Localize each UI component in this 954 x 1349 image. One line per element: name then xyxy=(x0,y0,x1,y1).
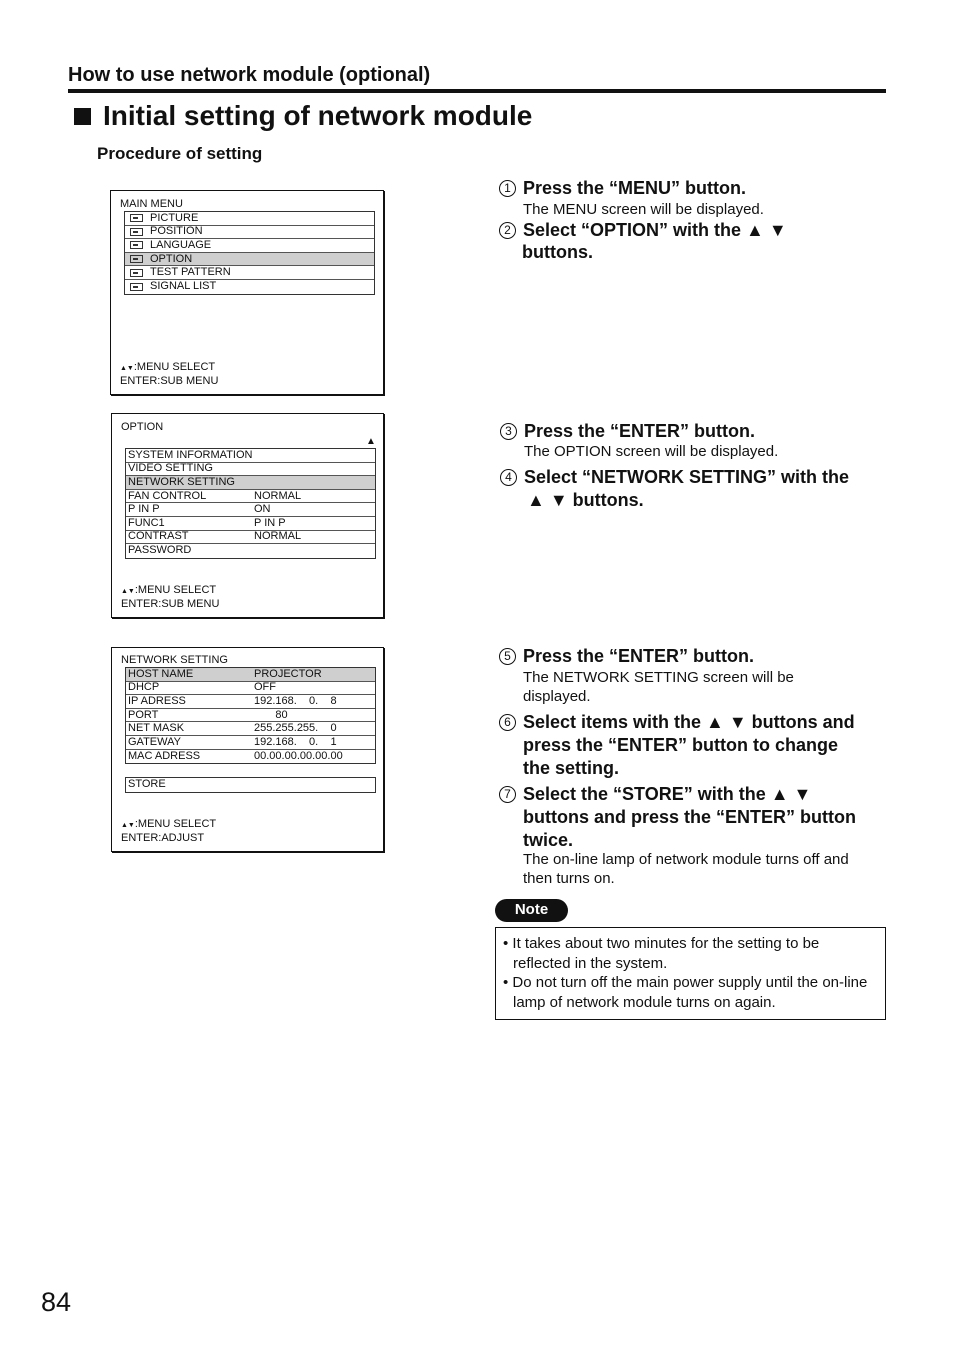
header-rule xyxy=(68,89,886,93)
step-7-lines: buttons and press the “ENTER” button twice. xyxy=(523,807,856,850)
step-6: 6 Select items with the ▲ ▼ buttons and xyxy=(499,711,855,734)
step-number: 3 xyxy=(500,423,517,440)
step-3: 3 Press the “ENTER” button. xyxy=(500,420,755,443)
step-number: 4 xyxy=(500,469,517,486)
option-icon xyxy=(130,255,143,263)
option-row: FAN CONTROL NORMAL xyxy=(126,490,375,504)
up-down-arrow-icon: ▲▼ xyxy=(121,822,135,829)
step-1: 1 Press the “MENU” button. xyxy=(499,177,746,200)
main-menu-item-option: OPTION xyxy=(125,253,374,267)
main-menu-footer: ▲▼:MENU SELECT ENTER:SUB MENU xyxy=(120,361,219,387)
network-menu-footer: ▲▼:MENU SELECT ENTER:ADJUST xyxy=(121,818,217,844)
scroll-up-arrow-icon: ▲ xyxy=(366,436,376,447)
step-4: 4 Select “NETWORK SETTING” with the xyxy=(500,466,849,489)
network-row: MAC ADRESS 00.00.00.00.00.00 xyxy=(128,749,343,762)
option-row: SYSTEM INFORMATION xyxy=(126,449,375,463)
step-4-line-2: ▲ ▼ buttons. xyxy=(527,490,644,510)
step-number: 1 xyxy=(499,180,516,197)
main-menu-list xyxy=(124,211,375,295)
network-menu-title: NETWORK SETTING xyxy=(121,654,228,666)
network-row-host-name: HOST NAME PROJECTOR xyxy=(126,668,375,682)
step-7-desc: The on-line lamp of network module turns off and then turns on. xyxy=(523,851,849,887)
network-row: DHCP OFF xyxy=(126,682,375,696)
network-row: GATEWAY 192.168. 0. 1 xyxy=(126,736,375,750)
note-item: • It takes about two minutes for the setting to be reflected in the system. xyxy=(503,935,820,972)
black-square-icon xyxy=(74,108,91,125)
main-menu-screen xyxy=(110,190,384,395)
option-row: FUNC1 P IN P xyxy=(126,517,375,531)
option-menu-title: OPTION xyxy=(121,421,164,433)
main-menu-item-picture: PICTURE xyxy=(125,212,374,226)
option-row: CONTRAST NORMAL xyxy=(126,531,375,545)
note-badge: Note xyxy=(495,899,568,922)
step-6-lines: press the “ENTER” button to change the setting. xyxy=(523,735,839,778)
main-title xyxy=(74,100,532,132)
note-item: • Do not turn off the main power supply until the on-line lamp of network module turns on again. xyxy=(503,974,868,1011)
network-row: NET MASK 255.255.255. 0 xyxy=(126,722,375,736)
signal-list-icon xyxy=(130,283,143,291)
step-5-desc: The NETWORK SETTING screen will be displayed. xyxy=(523,669,794,705)
step-2: 2 Select “OPTION” with the ▲ ▼ xyxy=(499,219,787,242)
picture-icon xyxy=(130,214,143,222)
step-7: 7 Select the “STORE” with the ▲ ▼ xyxy=(499,783,811,806)
step-1-desc: The MENU screen will be displayed. xyxy=(523,201,764,218)
main-menu-item-signal-list: SIGNAL LIST xyxy=(125,280,374,294)
main-menu-title: MAIN MENU xyxy=(120,198,183,210)
option-row: VIDEO SETTING xyxy=(126,463,375,477)
position-icon xyxy=(130,228,143,236)
option-menu-list xyxy=(125,448,376,559)
store-label: STORE xyxy=(128,778,166,791)
language-icon xyxy=(130,241,143,249)
step-5: 5 Press the “ENTER” button. xyxy=(499,645,754,668)
step-3-desc: The OPTION screen will be displayed. xyxy=(524,443,779,460)
network-menu-list xyxy=(125,667,376,764)
main-menu-item-language: LANGUAGE xyxy=(125,239,374,253)
network-row: PORT 80 xyxy=(126,709,375,723)
note-box xyxy=(495,927,886,1020)
up-down-arrow-icon: ▲▼ xyxy=(121,588,135,595)
option-menu-footer: ▲▼:MENU SELECT ENTER:SUB MENU xyxy=(121,584,220,610)
step-number: 7 xyxy=(499,786,516,803)
store-row xyxy=(125,777,376,793)
option-menu-screen xyxy=(111,413,384,618)
option-row: PASSWORD xyxy=(128,544,192,557)
step-number: 5 xyxy=(499,648,516,665)
main-menu-item-test-pattern: TEST PATTERN xyxy=(125,266,374,280)
step-2-line-2: buttons. xyxy=(522,242,593,262)
page-number: 84 xyxy=(41,1287,72,1317)
main-menu-item-position: POSITION xyxy=(125,226,374,240)
test-pattern-icon xyxy=(130,269,143,277)
step-number: 6 xyxy=(499,714,516,731)
up-down-arrow-icon: ▲▼ xyxy=(120,365,134,372)
option-row: P IN P ON xyxy=(126,503,375,517)
sub-title: Procedure of setting xyxy=(97,144,263,163)
section-title: How to use network module (optional) xyxy=(68,64,431,86)
network-row: IP ADRESS 192.168. 0. 8 xyxy=(126,695,375,709)
network-setting-screen xyxy=(111,647,384,852)
step-number: 2 xyxy=(499,222,516,239)
option-row-network-setting: NETWORK SETTING xyxy=(126,476,375,490)
main-title-text: Initial setting of network module xyxy=(103,100,533,131)
